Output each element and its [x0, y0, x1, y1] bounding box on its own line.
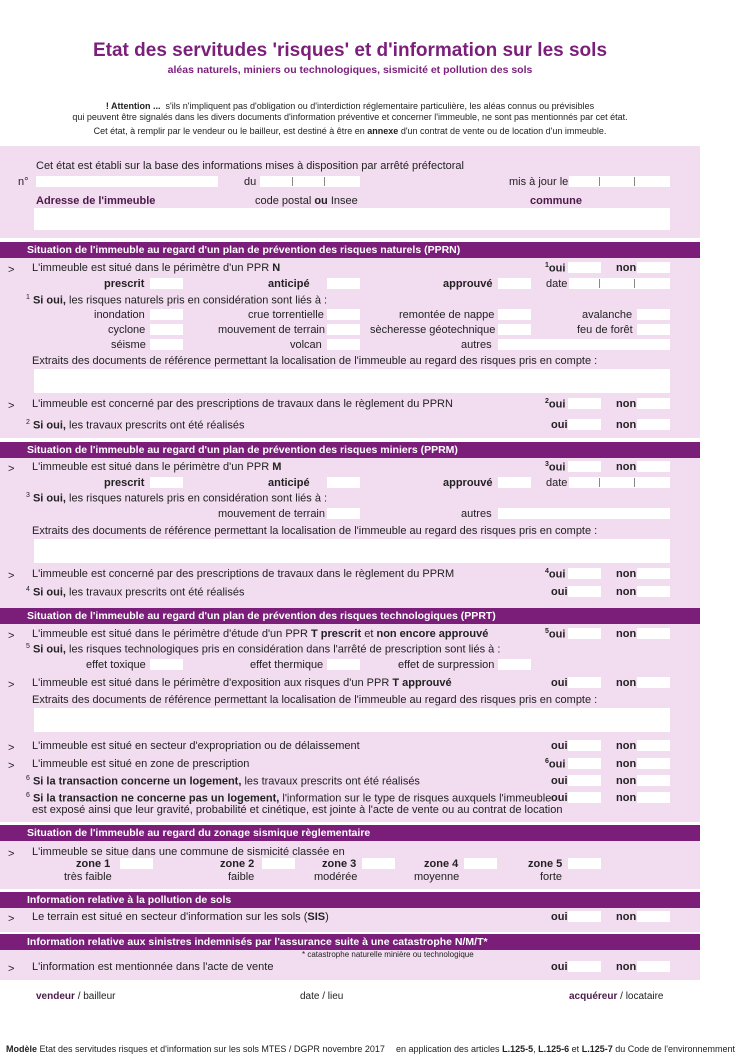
sinistres-non-label: non [616, 961, 637, 973]
pprt-q1-oui-box[interactable] [568, 628, 601, 639]
pprm-q2-oui-label: $^4$oui [545, 568, 566, 581]
zone-3-box[interactable] [362, 858, 395, 869]
arrow-icon: > [8, 570, 15, 582]
zone-5-label: zone 5 [528, 858, 563, 870]
pprm-q1-non-box[interactable] [637, 461, 670, 472]
pprt-extraits-label: Extraits des documents de référence permettant la localisation de l'immeuble au regard des risques pris en compte : [32, 694, 598, 706]
pprt-q4-oui-label: $^6$oui [545, 758, 566, 771]
pprt-q5: $^6$ Si la transaction concerne un logement, les travaux prescrits ont été réalisés [26, 775, 420, 788]
zone-2-label: zone 2 [220, 858, 255, 870]
date-separator [324, 177, 325, 186]
zone-4-level: moyenne [414, 871, 460, 883]
fill-instructions: Cet état, à remplir par le vendeur ou le bailleur, est destiné à être en annexe d'un contrat de vente ou de location d'un immeuble. [93, 126, 607, 136]
sols-section-header: Information relative à la pollution de sols [0, 892, 700, 908]
sols-non-box[interactable] [637, 911, 670, 922]
pprn-travaux-oui-box[interactable] [568, 419, 601, 430]
pprt-q5-oui-box[interactable] [568, 775, 601, 786]
pprt-q6-oui-box[interactable] [568, 792, 601, 803]
pprn-q2-oui-box[interactable] [568, 398, 601, 409]
risk-crue-box[interactable] [327, 309, 360, 320]
risk-secheresse: sècheresse géotechnique [370, 324, 496, 336]
pprn-travaux-oui-label: oui [551, 419, 568, 431]
pprn-date-field[interactable] [569, 278, 670, 289]
risk-inondation-box[interactable] [150, 309, 183, 320]
autres-label: autres [461, 339, 492, 351]
pprn-risques-intro: $^1$ Si oui, les risques naturels pris en considération sont liés à : [26, 294, 328, 307]
date-separator [634, 279, 635, 288]
pprt-q4-non-label: non [616, 758, 637, 770]
date-separator [599, 478, 600, 487]
pprt-q3: L'immeuble est situé en secteur d'expropriation ou de délaissement [32, 740, 360, 752]
risk-seisme-box[interactable] [150, 339, 183, 350]
pprm-q2-non-box[interactable] [637, 568, 670, 579]
pprt-section-header: Situation de l'immeuble au regard d'un plan de prévention des risques technologiques (PPRT) [0, 608, 700, 624]
pprn-autres-field[interactable] [498, 339, 670, 350]
sols-oui-label: oui [551, 911, 568, 923]
pprt-q3-oui-label: oui [551, 740, 568, 752]
anticipe-label: anticipé [268, 477, 310, 489]
zone-3-level: modérée [314, 871, 358, 883]
date-separator [599, 279, 600, 288]
pprt-risques-intro: $^5$ Si oui, les risques technologiques pris en considération dans l'arrêté de prescription sont liés à : [26, 643, 501, 656]
pprm-date-field[interactable] [569, 477, 670, 488]
sols-oui-box[interactable] [568, 911, 601, 922]
pprt-q1-non-box[interactable] [637, 628, 670, 639]
pprn-q2-non-label: non [616, 398, 637, 410]
pprt-q6-non-box[interactable] [637, 792, 670, 803]
pprt-q2-non-label: non [616, 677, 637, 689]
pprt-q4-non-box[interactable] [637, 758, 670, 769]
pprn-travaux-non-box[interactable] [637, 419, 670, 430]
pprt-q3-non-label: non [616, 740, 637, 752]
pprt-q6: $^6$ Si la transaction ne concerne pas un logement, l'information sur le type de risques auxquels l'immeuble [26, 792, 552, 805]
risk-nappe-box[interactable] [498, 309, 531, 320]
pprn-travaux: $^2$ Si oui, les travaux prescrits ont été réalisés [26, 419, 245, 432]
pprm-q2-non-label: non [616, 568, 637, 580]
pprn-section-header: Situation de l'immeuble au regard d'un plan de prévention des risques naturels (PPRN) [0, 242, 700, 258]
arrow-icon: > [8, 630, 15, 642]
pprt-q2-oui-box[interactable] [568, 677, 601, 688]
pprn-q1-non-box[interactable] [637, 262, 670, 273]
pprt-q6-line2: est exposé ainsi que leur gravité, probabilité et cinétique, est jointe à l'acte de vente ou au contrat de location [32, 804, 563, 816]
signature-date-lieu: date / lieu [300, 991, 344, 1002]
risk-volcan-box[interactable] [327, 339, 360, 350]
pprt-q6-non-label: non [616, 792, 637, 804]
page-title: Etat des servitudes 'risques' et d'information sur les sols [92, 40, 608, 61]
effet-surpression-box[interactable] [498, 659, 531, 670]
date-separator [634, 478, 635, 487]
pprn-anticipe-box[interactable] [327, 278, 360, 289]
zone-5-box[interactable] [568, 858, 601, 869]
sinistres-section-header: Information relative aux sinistres indemnisés par l'assurance suite à une catastrophe N/M/T* [0, 934, 700, 950]
risk-feu-box[interactable] [637, 324, 670, 335]
zone-1-level: très faible [64, 871, 112, 883]
pprn-q1-oui-label: $^1$oui [545, 262, 566, 275]
pprt-q6-oui-label: oui [551, 792, 568, 804]
maj-date-field[interactable] [569, 176, 670, 187]
pprm-extraits-label: Extraits des documents de référence permettant la localisation de l'immeuble au regard des risques pris en compte : [32, 525, 598, 537]
page-subtitle: aléas naturels, miniers ou technologiques, sismicité et pollution des sols [167, 64, 533, 76]
pprn-extraits-field[interactable] [34, 369, 670, 393]
risk-inondation: inondation [94, 309, 145, 321]
pprn-q1: L'immeuble est situé dans le périmètre d'un PPR N [32, 262, 281, 274]
cp-label: code postal ou Insee [255, 195, 358, 207]
commune-label: commune [530, 195, 582, 207]
pprt-q5-non-box[interactable] [637, 775, 670, 786]
arrete-number-field[interactable] [36, 176, 218, 187]
pprn-q2-oui-label: $^2$oui [545, 398, 566, 411]
zone-4-label: zone 4 [424, 858, 459, 870]
pprt-q2-oui-label: oui [551, 677, 568, 689]
pprm-q2-oui-box[interactable] [568, 568, 601, 579]
zone-2-level: faible [228, 871, 255, 883]
signature-vendeur: vendeur / bailleur [36, 991, 116, 1002]
attention-line2: qui peuvent être signalés dans les divers documents d'information préventive et concerner l'immeuble, ne sont pas mentionnés par cet état. [72, 112, 628, 122]
arrow-icon: > [8, 463, 15, 475]
risk-crue: crue torrentielle [248, 309, 324, 321]
zone-4-box[interactable] [464, 858, 497, 869]
arrow-icon: > [8, 848, 15, 860]
approuve-label: approuvé [443, 278, 493, 290]
sols-q: Le terrain est situé en secteur d'information sur les sols (SIS) [32, 911, 329, 923]
pprm-q1: L'immeuble est situé dans le périmètre d'un PPR M [32, 461, 282, 473]
sismique-section-header: Situation de l'immeuble au regard du zonage sismique règlementaire [0, 825, 700, 841]
date-separator [599, 177, 600, 186]
risk-feu: feu de forêt [577, 324, 633, 336]
arrete-date-field[interactable] [260, 176, 360, 187]
arrow-icon: > [8, 760, 15, 772]
risk-cyclone: cyclone [108, 324, 146, 336]
attention-line1: ! Attention ... s'ils n'impliquent pas d'obligation ou d'interdiction réglementaire particulière, les aléas connus ou prévisibles [105, 101, 595, 111]
arrow-icon: > [8, 742, 15, 754]
sols-non-label: non [616, 911, 637, 923]
risk-secheresse-box[interactable] [498, 324, 531, 335]
pprn-extraits-label: Extraits des documents de référence permettant la localisation de l'immeuble au regard des risques pris en compte : [32, 355, 598, 367]
sinistres-oui-box[interactable] [568, 961, 601, 972]
anticipe-label: anticipé [268, 278, 310, 290]
risk-seisme: séisme [111, 339, 146, 351]
risk-mvt: mouvement de terrain [218, 324, 325, 336]
risk-avalanche: avalanche [582, 309, 633, 321]
number-label: n° [18, 176, 29, 188]
prescrit-label: prescrit [104, 278, 145, 290]
zone-1-box[interactable] [120, 858, 153, 869]
arrow-icon: > [8, 400, 15, 412]
date-separator [634, 177, 635, 186]
pprm-travaux-non-label: non [616, 586, 637, 598]
identity-intro: Cet état est établi sur la base des informations mises à disposition par arrêté préfectoral [36, 160, 464, 172]
prescrit-label: prescrit [104, 477, 145, 489]
effet-thermique-box[interactable] [327, 659, 360, 670]
arrow-icon: > [8, 679, 15, 691]
pprm-prescrit-box[interactable] [150, 477, 183, 488]
pprn-prescrit-box[interactable] [150, 278, 183, 289]
pprm-approuve-box[interactable] [498, 477, 531, 488]
maj-label: mis à jour le [509, 176, 569, 188]
pprm-extraits-field[interactable] [34, 539, 670, 563]
risk-cyclone-box[interactable] [150, 324, 183, 335]
date-separator [292, 177, 293, 186]
date-label: date [546, 278, 568, 290]
sismique-q: L'immeuble se situe dans une commune de sismicité classée en [32, 846, 345, 858]
signature-acquereur: acquéreur / locataire [569, 991, 664, 1002]
pprm-risques-intro: $^3$ Si oui, les risques naturels pris en considération sont liés à : [26, 492, 328, 505]
sinistres-footnote: * catastrophe naturelle minière ou technologique [302, 950, 474, 959]
effet-toxique: effet toxique [86, 659, 146, 671]
autres-label: autres [461, 508, 492, 520]
pprm-travaux-oui-box[interactable] [568, 586, 601, 597]
effet-thermique: effet thermique [250, 659, 324, 671]
pprt-q3-non-box[interactable] [637, 740, 670, 751]
risk-mvt-box[interactable] [327, 324, 360, 335]
risk-avalanche-box[interactable] [637, 309, 670, 320]
pprn-approuve-box[interactable] [498, 278, 531, 289]
pprm-travaux: $^4$ Si oui, les travaux prescrits ont été réalisés [26, 586, 245, 599]
arrow-icon: > [8, 913, 15, 925]
effet-surpression: effet de surpression [398, 659, 495, 671]
effet-toxique-box[interactable] [150, 659, 183, 670]
pprt-q4: L'immeuble est situé en zone de prescription [32, 758, 250, 770]
pprm-section-header: Situation de l'immeuble au regard d'un plan de prévention des risques miniers (PPRM) [0, 442, 700, 458]
approuve-label: approuvé [443, 477, 493, 489]
arrow-icon: > [8, 963, 15, 975]
pprm-travaux-non-box[interactable] [637, 586, 670, 597]
pprm-autres-field[interactable] [498, 508, 670, 519]
pprn-q1-non-label: non [616, 262, 637, 274]
risk-volcan: volcan [290, 339, 322, 351]
pprm-q2: L'immeuble est concerné par des prescriptions de travaux dans le règlement du PPRM [32, 568, 455, 580]
sinistres-non-box[interactable] [637, 961, 670, 972]
pprt-q2-non-box[interactable] [637, 677, 670, 688]
pprm-q1-non-label: non [616, 461, 637, 473]
pprm-risk-mvt: mouvement de terrain [218, 508, 325, 520]
risk-nappe: remontée de nappe [399, 309, 495, 321]
date-label: date [546, 477, 568, 489]
footer-left: Modèle Etat des servitudes risques et d'information sur les sols MTES / DGPR novembre 2017 [6, 1044, 385, 1054]
zone-1-label: zone 1 [76, 858, 111, 870]
sinistres-oui-label: oui [551, 961, 568, 973]
pprn-q2: L'immeuble est concerné par des prescriptions de travaux dans le règlement du PPRN [32, 398, 453, 410]
pprt-q3-oui-box[interactable] [568, 740, 601, 751]
pprt-q4-oui-box[interactable] [568, 758, 601, 769]
pprt-q2: L'immeuble est situé dans le périmètre d'exposition aux risques d'un PPR T approuvé [32, 677, 452, 689]
zone-5-level: forte [540, 871, 563, 883]
pprm-q1-oui-label: $^3$oui [545, 461, 566, 474]
pprn-q1-oui-box[interactable] [568, 262, 601, 273]
zone-3-label: zone 3 [322, 858, 357, 870]
zone-2-box[interactable] [262, 858, 295, 869]
pprm-travaux-oui-label: oui [551, 586, 568, 598]
footer-right: en application des articles L.125-5, L.125-6 et L.125-7 du Code de l'environnemment [396, 1044, 735, 1054]
pprt-q1-non-label: non [616, 628, 637, 640]
pprt-q1: L'immeuble est situé dans le périmètre d'étude d'un PPR T prescrit et non encore approuvé [32, 628, 489, 640]
pprt-q5-non-label: non [616, 775, 637, 787]
pprm-q1-oui-box[interactable] [568, 461, 601, 472]
pprn-travaux-non-label: non [616, 419, 637, 431]
pprt-q1-oui-label: $^5$oui [545, 628, 566, 641]
pprn-q2-non-box[interactable] [637, 398, 670, 409]
pprt-extraits-field[interactable] [34, 708, 670, 732]
pprm-risk-mvt-box[interactable] [327, 508, 360, 519]
pprt-q5-oui-label: oui [551, 775, 568, 787]
pprm-anticipe-box[interactable] [327, 477, 360, 488]
arrow-icon: > [8, 264, 15, 276]
adresse-label: Adresse de l'immeuble [36, 195, 156, 207]
sinistres-q: L'information est mentionnée dans l'acte de vente [32, 961, 274, 973]
address-field[interactable] [34, 208, 670, 230]
du-label: du [244, 176, 257, 188]
